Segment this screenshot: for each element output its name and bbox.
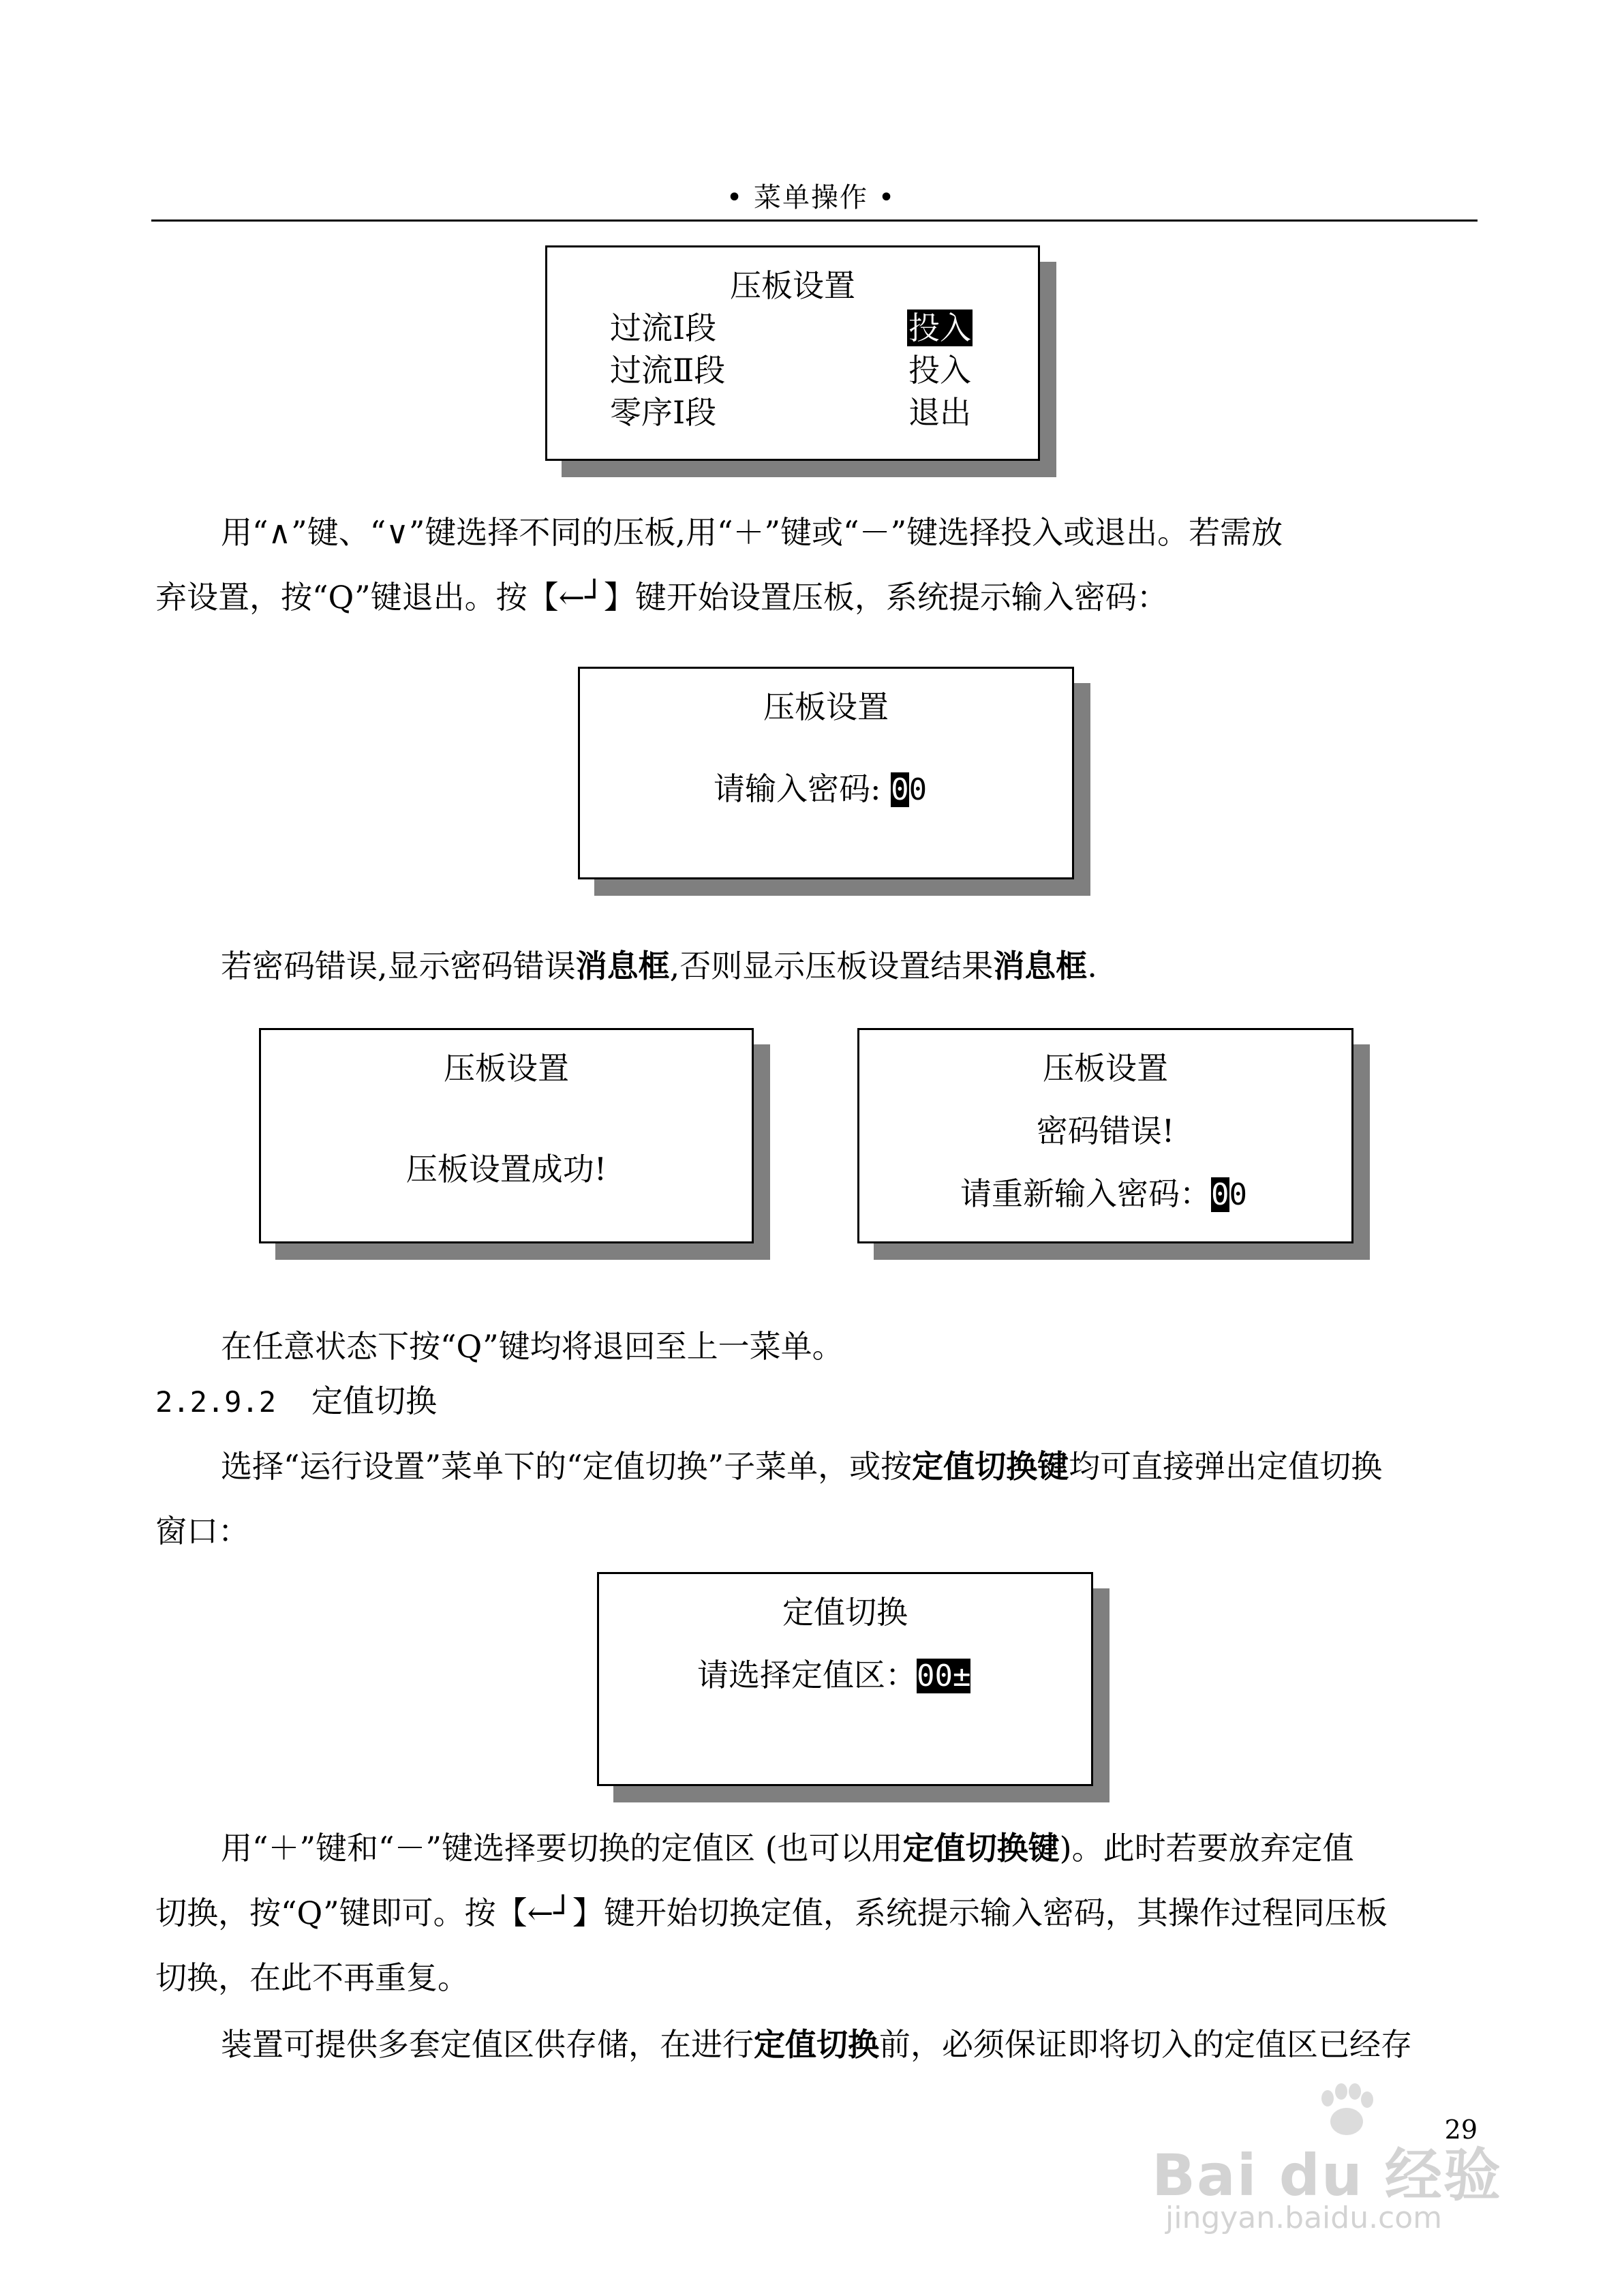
prompt-label: 请选择定值区：	[697, 1657, 917, 1693]
paragraph-setting-switch	[155, 1434, 1476, 1564]
header-rule	[151, 220, 1478, 222]
text-segment: )。此时若要放弃定值	[1059, 1830, 1354, 1867]
menu-item-overcurrent-2-value[interactable]: 投入	[908, 352, 971, 389]
box-title: 压板设置	[1043, 1050, 1168, 1087]
bold-term: 消息框	[575, 948, 670, 984]
text-segment: 均可直接弹出定值切换	[1069, 1448, 1383, 1485]
watermark-url: jingyan.baidu.com	[1165, 2201, 1443, 2235]
section-number: 2.2.9.2	[155, 1385, 277, 1419]
paragraph-line: 切换，在此不再重复。	[155, 1959, 469, 1996]
box-title: 压板设置	[763, 689, 889, 725]
bold-term: 定值切换键	[902, 1830, 1060, 1867]
text-segment: 若密码错误,显示密码错误	[221, 948, 576, 984]
zone-value: 00±	[917, 1659, 971, 1693]
text-segment: 前，必须保证即将切入的定值区已经存	[879, 2026, 1412, 2063]
success-message-box	[259, 1028, 754, 1243]
paragraph-password-result	[155, 934, 1476, 999]
text-segment: ,否则显示压板设置结果	[669, 948, 994, 984]
page-number: 29	[1444, 2115, 1478, 2145]
input-digit: 0	[1229, 1177, 1247, 1212]
box-title: 压板设置	[444, 1050, 569, 1087]
section-title: 定值切换	[311, 1383, 438, 1419]
watermark-brand: Bai du 经验	[1152, 2142, 1502, 2209]
paragraph-keys-usage	[155, 500, 1476, 630]
menu-item-overcurrent-1-value[interactable]	[907, 303, 973, 348]
text-segment: 用“＋”键和“－”键选择要切换的定值区 (也可以用	[221, 1830, 903, 1867]
reenter-password-prompt[interactable]	[960, 1169, 1247, 1214]
menu-item-overcurrent-1[interactable]: 过流Ⅰ段	[610, 309, 717, 346]
setting-zone-switch-box	[597, 1572, 1093, 1786]
password-input-box	[578, 667, 1074, 879]
zone-select-prompt[interactable]	[697, 1650, 970, 1695]
section-heading	[155, 1369, 1476, 1434]
input-digit: 0	[908, 772, 928, 807]
paragraph-line: 切换，按“Q”键即可。按【←┘】键开始切换定值，系统提示输入密码，其操作过程同压板	[155, 1894, 1388, 1931]
bold-term: 消息框	[993, 948, 1088, 984]
error-message: 密码错误!	[1036, 1113, 1175, 1149]
bold-term: 定值切换	[754, 2026, 879, 2063]
menu-item-overcurrent-2[interactable]: 过流Ⅱ段	[610, 352, 726, 389]
box-title: 压板设置	[730, 267, 855, 304]
paragraph-line: 在任意状态下按“Q”键均将退回至上一菜单。	[221, 1328, 844, 1365]
prompt-label: 请重新输入密码：	[960, 1175, 1211, 1212]
baidu-watermark	[1152, 2079, 1533, 2236]
input-cursor: 0	[891, 772, 909, 807]
prompt-label: 请输入密码:	[714, 770, 891, 807]
password-error-box	[857, 1028, 1353, 1243]
text-segment: 装置可提供多套定值区供存储，在进行	[221, 2026, 754, 2063]
text-segment: .	[1087, 948, 1097, 984]
pressplate-menu-box	[545, 245, 1040, 461]
paragraph-switch-keys	[155, 1816, 1476, 2010]
paragraph-line: 弃设置，按“Q”键退出。按【←┘】键开始设置压板，系统提示输入密码：	[155, 579, 1168, 616]
selected-value: 投入	[908, 309, 971, 346]
menu-item-zero-seq-1[interactable]: 零序Ⅰ段	[610, 394, 717, 431]
password-prompt[interactable]	[714, 764, 927, 809]
menu-item-zero-seq-1-value[interactable]: 退出	[908, 394, 971, 431]
paragraph-storage	[155, 2012, 1476, 2077]
bold-term: 定值切换键	[912, 1448, 1069, 1485]
box-title: 定值切换	[782, 1594, 908, 1631]
paragraph-line: 窗口：	[155, 1513, 249, 1550]
text-segment: 选择“运行设置”菜单下的“定值切换”子菜单，或按	[221, 1448, 913, 1485]
page-header: • 菜单操作 •	[726, 182, 896, 213]
paragraph-line: 用“∧”键、“∨”键选择不同的压板,用“＋”键或“－”键选择投入或退出。若需放	[221, 514, 1283, 551]
success-message: 压板设置成功!	[406, 1151, 607, 1188]
input-cursor: 0	[1211, 1177, 1229, 1212]
